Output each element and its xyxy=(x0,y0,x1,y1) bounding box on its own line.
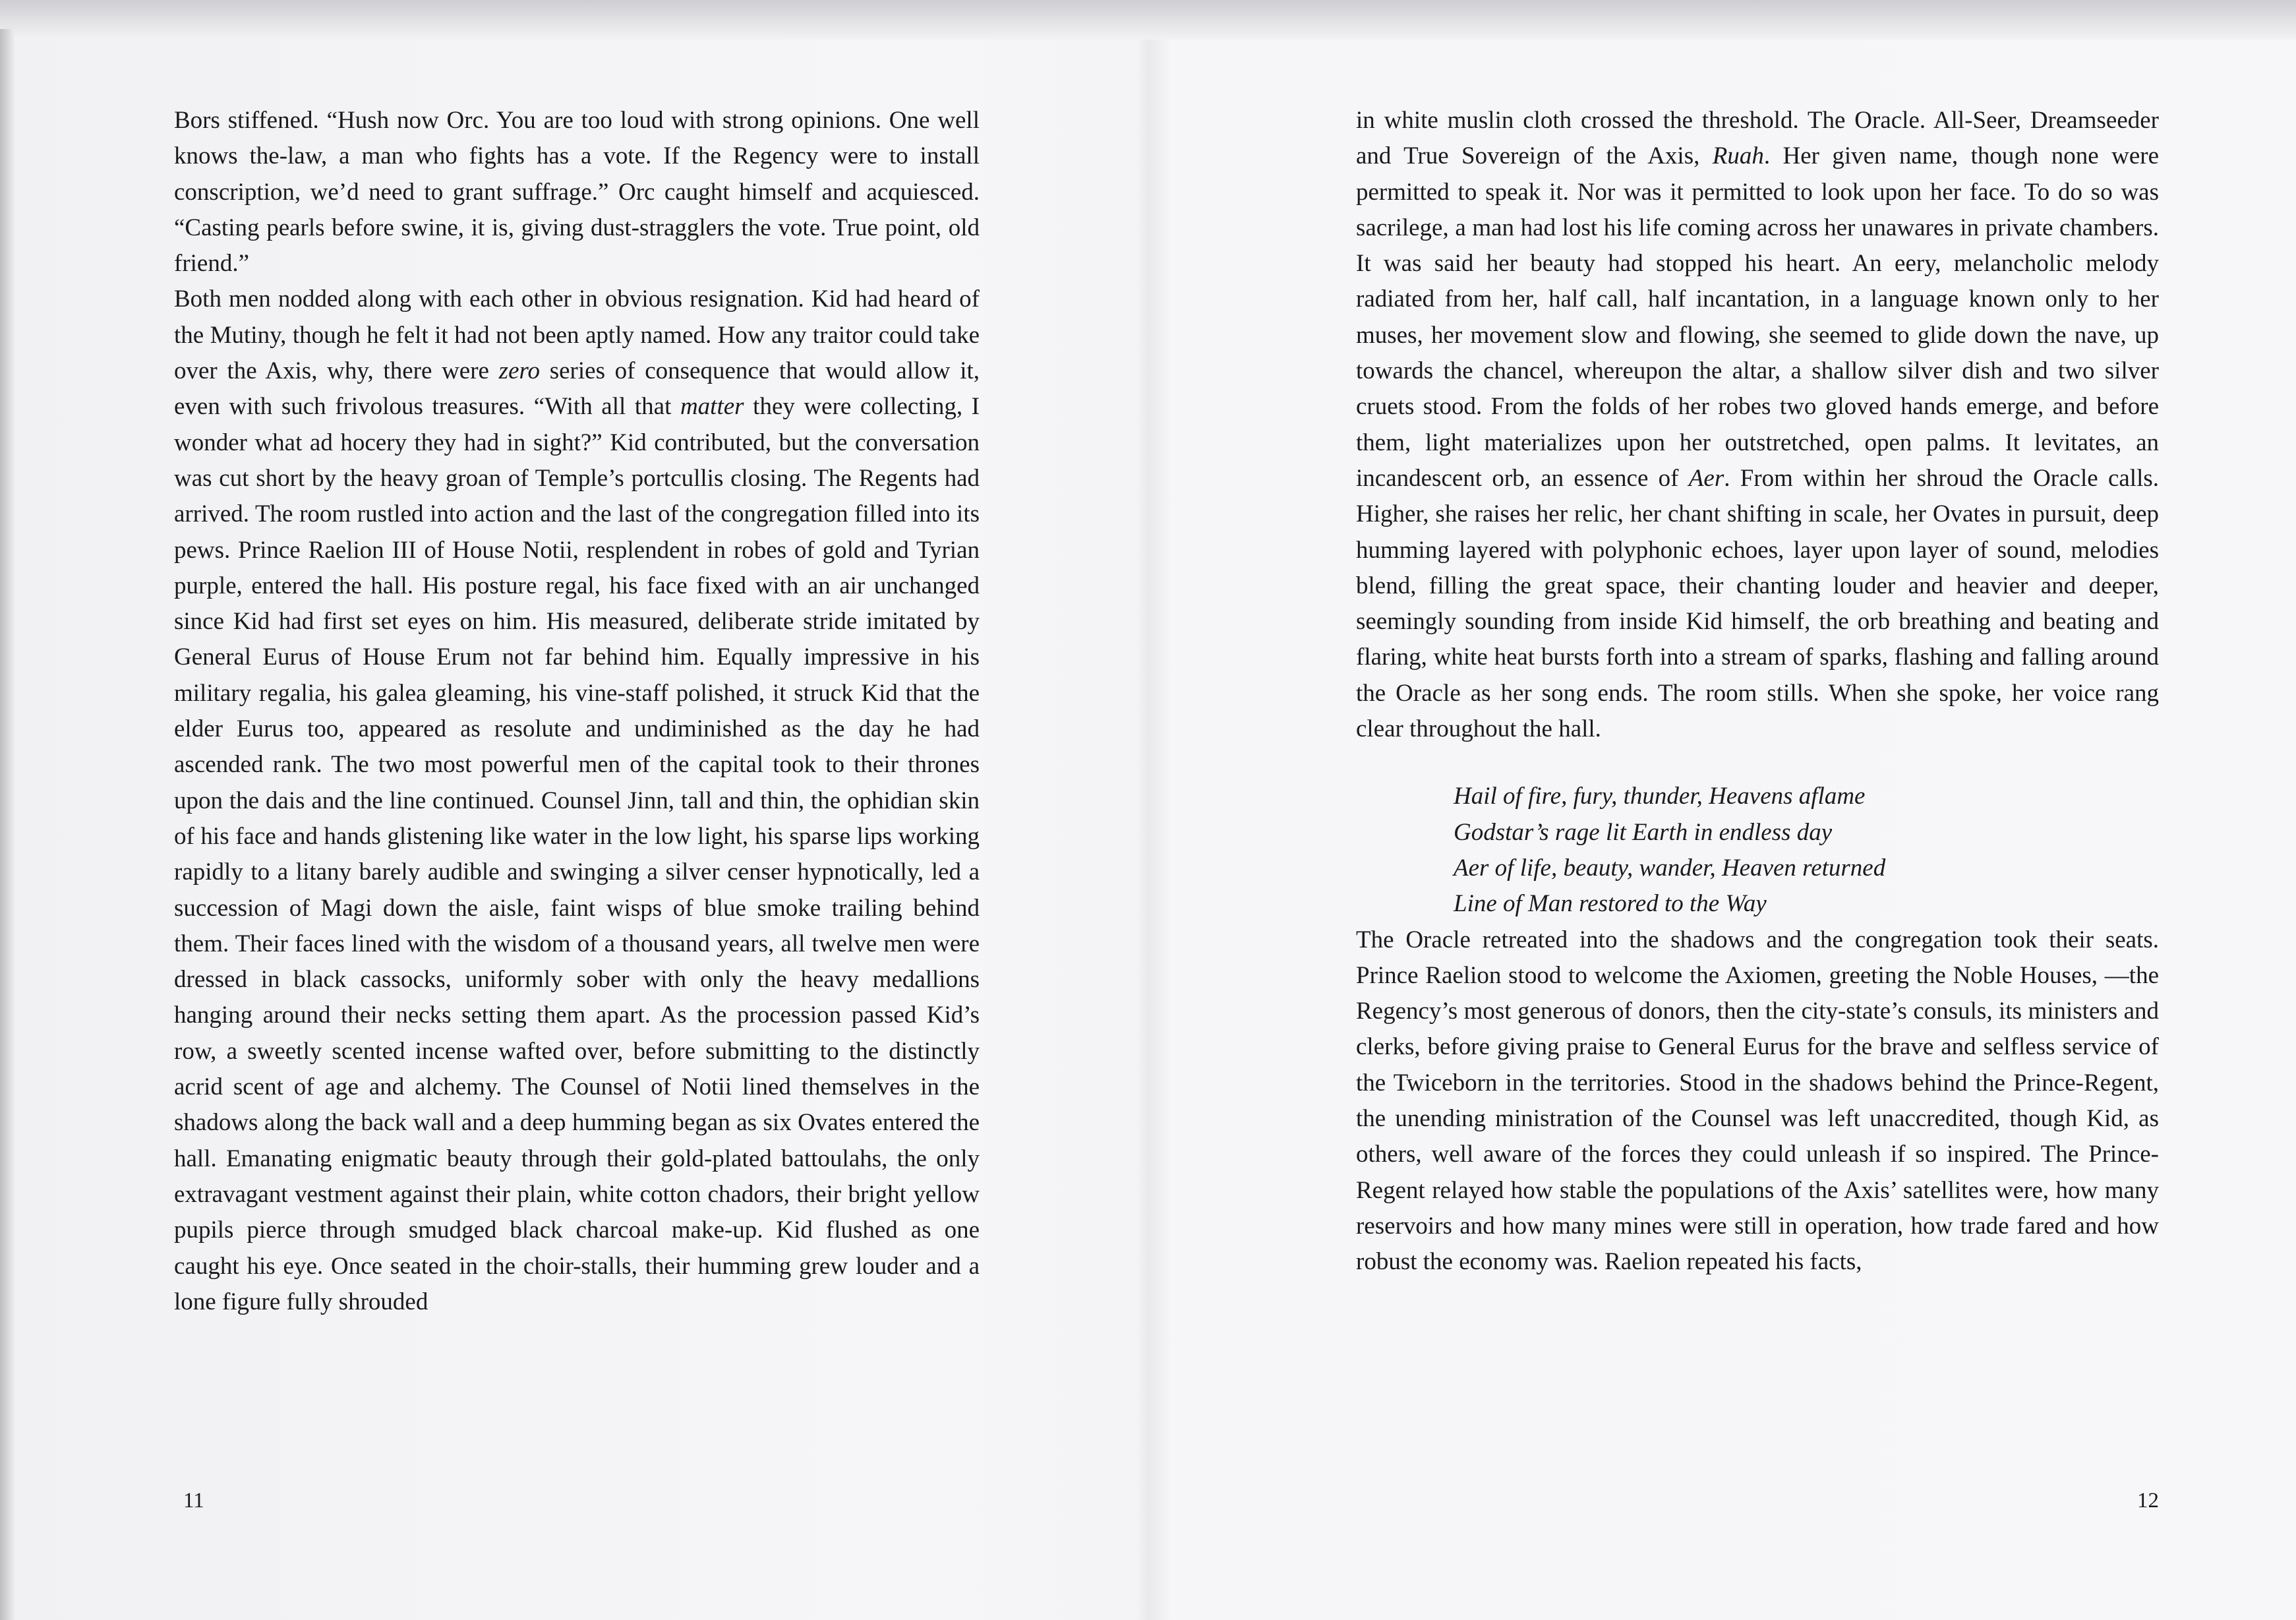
left-page-text xyxy=(174,103,980,1320)
poem-line: Hail of fire, fury, thunder, Heavens aflame xyxy=(1454,783,1866,810)
right-page-text xyxy=(1356,103,2159,1280)
text-run: Both men nodded along with each other in obvious resignation. Kid had heard of the Mutiny, though he felt it had not been aptly named. How any traitor could take over the Axis, why, there were xyxy=(174,285,980,385)
paragraph xyxy=(1356,103,2159,747)
page-number: 11 xyxy=(183,1489,204,1513)
text-run: they were collecting, I wonder what ad hocery they had in sight?” Kid contributed, but the conversation was cut short by the heavy groan of Temple’s portcullis closing. The Regents had arrived. The room rustled into action and the last of the congregation filled into its pews. Prince Raelion III of House Notii, resplendent in robes of gold and Tyrian purple, entered the hall. His posture regal, his face fixed with an air unchanged since Kid had first set eyes on him. His measured, deliberate stride imitated by General Eurus of House Erum not far behind him. Equally impressive in his military regalia, his galea gleaming, his vine-staff polished, it struck Kid that the elder Eurus too, appeared as resolute and undiminished as the day he had ascended rank. The two most powerful men of the capital took to their thrones upon the dais and the line continued. Counsel Jinn, tall and thin, the ophidian skin of his face and hands glistening like water in the low light, his sparse lips working rapidly to a litany barely audible and swinging a silver censer hypnotically, led a succession of Magi down the aisle, faint wisps of blue smoke trailing behind them. Their faces lined with the wisdom of a thousand years, all twelve men were dressed in black cassocks, uniformly sober with only the heavy medallions hanging around their necks setting them apart. As the procession passed Kid’s row, a sweetly scented incense wafted over, before submitting to the distinctly acrid scent of age and alchemy. The Counsel of Notii lined themselves in the shadows along the back wall and a deep humming began as six Ovates entered the hall. Emanating enigmatic beauty through their gold-plated battoulahs, the only extravagant vestment against their plain, white cotton chadors, their bright yellow pupils pierce through smudged black charcoal make-up. Kid flushed as one caught his eye. Once seated in the choir-stalls, their humming grew louder and a lone figure fully shrouded xyxy=(174,393,980,1315)
paragraph xyxy=(174,282,980,1320)
text-run: series of consequence that would allow it, even with such frivolous treasures. “With all that xyxy=(174,357,980,421)
poem xyxy=(1454,779,2159,922)
text-run: in white muslin cloth crossed the threshold. The Oracle. All-Seer, Dreamseeder and True Sovereign of the Axis, xyxy=(1356,107,2159,170)
text-run: . Her given name, though none were permitted to speak it. Nor was it permitted to look upon her face. To do so was sacrilege, a man had lost his life coming across her unawares in private chambers. It was said her beauty had stopped his heart. An eery, melancholic melody radiated from her, half call, half incantation, in a language known only to her muses, her movement slow and flowing, she seemed to glide down the nave, up towards the chancel, whereupon the altar, a shallow silver dish and two silver cruets stood. From the folds of her robes two gloved hands emerge, and before them, light materializes upon her outstretched, open palms. It levitates, an incandescent orb, an essence of xyxy=(1356,142,2159,492)
italic-run: zero xyxy=(498,357,541,385)
book-spread xyxy=(0,29,2296,1620)
poem-line: Godstar’s rage lit Earth in endless day xyxy=(1454,818,1833,846)
italic-run: matter xyxy=(680,393,744,421)
text-run: . From within her shroud the Oracle calls. Higher, she raises her relic, her chant shifting in scale, her Ovates in pursuit, deep humming layered with polyphonic echoes, layer upon layer of sound, melodies blend, filling the great space, their chanting louder and heavier and deeper, seemingly sounding from inside Kid himself, the orb breathing and beating and flaring, white heat bursts forth into a stream of sparks, flashing and falling around the Oracle as her song ends. The room stills. When she spoke, her voice rang clear throughout the hall. xyxy=(1356,464,2160,743)
poem-line: Aer of life, beauty, wander, Heaven returned xyxy=(1454,854,1886,882)
paragraph: The Oracle retreated into the shadows and the congregation took their seats. Prince Raelion stood to welcome the Axiomen, greeting the Noble Houses, —the Regency’s most generous of donors, then the city-state’s consuls, its ministers and clerks, before giving praise to General Eurus for the brave and selfless service of the Twiceborn in the territories. Stood in the shadows behind the Prince-Regent, the unending ministration of the Counsel was left unaccredited, though Kid, as others, well aware of the forces they could unleash if so inspired. The Prince-Regent relayed how stable the populations of the Axis’ satellites were, how many reservoirs and how many mines were still in operation, how trade fared and how robust the economy was. Raelion repeated his facts, xyxy=(1356,926,2159,1276)
scan-top-shadow xyxy=(0,0,2296,40)
page-number: 12 xyxy=(2137,1489,2159,1513)
italic-run: Aer xyxy=(1688,464,1724,492)
scan-left-edge xyxy=(0,29,15,1620)
paragraph: Bors stiffened. “Hush now Orc. You are too loud with strong opinions. One well knows the-law, a man who fights has a vote. If the Regency were to install conscription, we’d need to grant suffrage.” Orc caught himself and acquiesced. “Casting pearls before swine, it is, giving dust-stragglers the vote. True point, old friend.” xyxy=(174,107,980,278)
italic-run: Ruah xyxy=(1712,142,1764,170)
poem-line: Line of Man restored to the Way xyxy=(1454,890,1767,918)
